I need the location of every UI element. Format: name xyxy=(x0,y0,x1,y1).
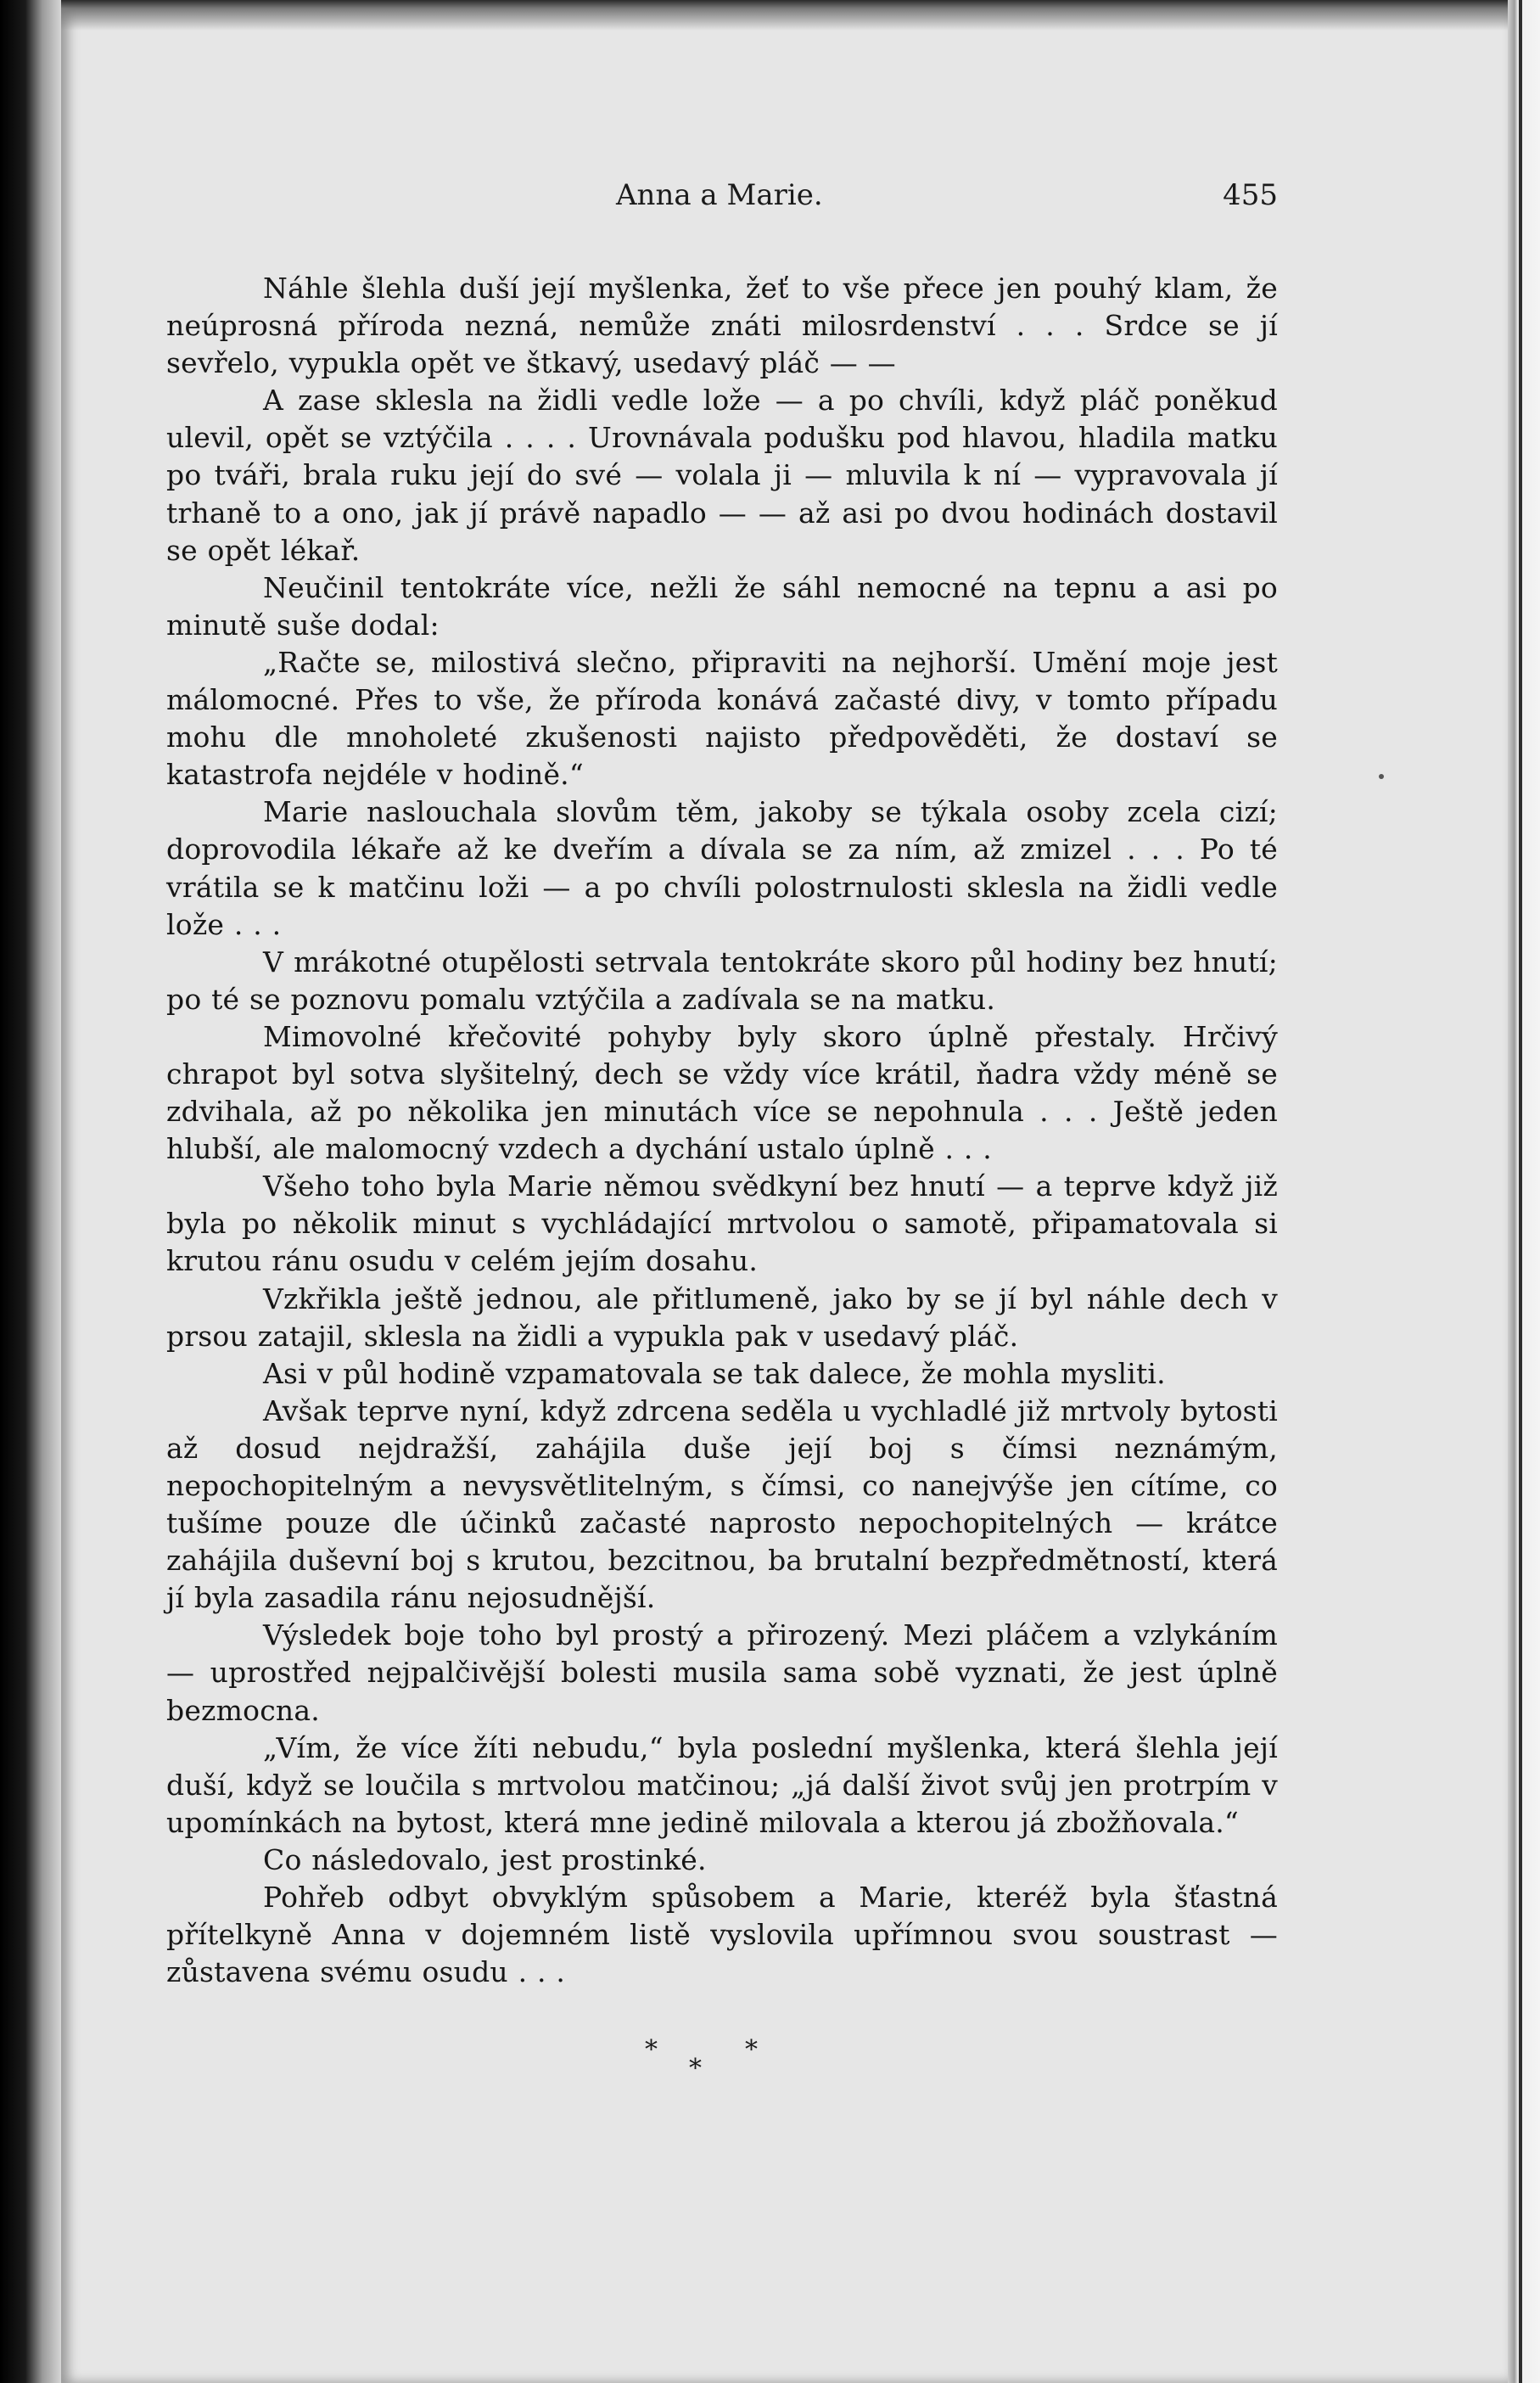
asterisk: * xyxy=(645,2035,658,2065)
paragraph: Co následovalo, jest prostinké. xyxy=(263,1842,707,1876)
book-gutter-shadow xyxy=(0,0,61,2383)
paragraph: Pohřeb odbyt obvyklým spůsobem a Marie, kteréž byla šťastná přítelkyně Anna v dojemném listě vyslovila upřímnou svou soustrast — zůstavena svému osudu . . . xyxy=(166,1881,1278,1989)
page-header xyxy=(166,178,1278,221)
paragraph: Všeho toho byla Marie němou svědkyní bez hnutí — a teprve když již byla po několik minut s vychládající mrtvolou o samotě, připamatovala si krutou ránu osudu v celém jejím dosahu. xyxy=(166,1169,1278,1278)
section-break-asterism xyxy=(628,2035,772,2086)
body-text xyxy=(166,270,1278,1991)
page-right-edge xyxy=(1508,0,1540,2383)
paragraph: „Račte se, milostivá slečno, připraviti na nejhorší. Umění moje jest málomocné. Přes to vše, že příroda konává začasté divy, v tomto případu mohu dle mnoholeté zkušenosti najisto předpověděti, že dostaví se katastrofa nejdéle v hodině.“ xyxy=(166,645,1278,792)
paragraph: V mrákotné otupělosti setrvala tentokráte skoro půl hodiny bez hnutí; po té se poznovu pomalu vztýčila a zadívala se na matku. xyxy=(166,945,1278,1016)
paragraph: Výsledek boje toho byl prostý a přirozený. Mezi pláčem a vzlykáním — uprostřed nejpalčivější bolesti musila sama sobě vyznati, že jest úplně bezmocna. xyxy=(166,1618,1278,1727)
page-edge-line xyxy=(1519,0,1522,2383)
paragraph: Avšak teprve nyní, když zdrcena seděla u vychladlé již mrtvoly bytosti až dosud nejdražší, zahájila duše její boj s čímsi neznámým, nepochopitelným a nevysvětlitelným, s čímsi, co nanejvýše jen cítíme, co tušíme pouze dle účinků začasté naprosto nepochopitelných — krátce zahájila duševní boj s krutou, bezcitnou, ba brutalní bezpředmětností, která jí byla zasadila ránu nejosudnější. xyxy=(166,1393,1278,1615)
paragraph: A zase sklesla na židli vedle lože — a po chvíli, když pláč poněkud ulevil, opět se vztýčila . . . . Urovnávala podušku pod hlavou, hladila matku po tváři, brala ruku její do své — volala ji — mluvila k ní — vypravovala jí trhaně to a ono, jak jí právě napadlo — — až asi po dvou hodinách dostavil se opět lékař. xyxy=(166,384,1278,567)
asterisk: * xyxy=(689,2054,702,2083)
paragraph: Marie naslouchala slovům těm, jakoby se týkala osoby zcela cizí; doprovodila lékaře až ke dveřím a dívala se za ním, až zmizel . . . Po té vrátila se k matčinu loži — a po chvíli polostrnulosti sklesla na židli vedle lože . . . xyxy=(166,795,1278,941)
paragraph: Asi v půl hodině vzpamatovala se tak dalece, že mohla mysliti. xyxy=(263,1356,1166,1390)
paragraph: Vzkřikla ještě jednou, ale přitlumeně, jako by se jí byl náhle dech v prsou zatajil, sklesla na židli a vypukla pak v usedavý pláč. xyxy=(166,1281,1278,1353)
running-title: Anna a Marie. xyxy=(616,178,823,212)
paragraph: Náhle šlehla duší její myšlenka, žeť to vše přece jen pouhý klam, že neúprosná příroda nezná, nemůže znáti milosrdenství . . . Srdce se jí sevřelo, vypukla opět ve štkavý, usedavý pláč — — xyxy=(166,272,1278,380)
paragraph: „Vím, že více žíti nebudu,“ byla poslední myšlenka, která šlehla její duší, když se loučila s mrtvolou matčinou; „já další život svůj jen protrpím v upomínkách na bytost, která mne jedině milovala a kterou já zbožňovala.“ xyxy=(166,1730,1278,1839)
paper-speck xyxy=(1379,774,1384,779)
asterisk: * xyxy=(745,2035,758,2065)
page-top-shadow xyxy=(61,0,1508,31)
page-number: 455 xyxy=(1223,178,1278,212)
paragraph: Mimovolné křečovité pohyby byly skoro úplně přestaly. Hrčivý chrapot byl sotva slyšitelný, dech se vždy více krátil, ňadra vždy méně se zdvihala, až po několika jen minutách více se nepohnula . . . Ještě jeden hlubší, ale malomocný vzdech a dychání ustalo úplně . . . xyxy=(166,1019,1278,1166)
paragraph: Neučinil tentokráte více, nežli že sáhl nemocné na tepnu a asi po minutě suše dodal: xyxy=(166,570,1278,642)
